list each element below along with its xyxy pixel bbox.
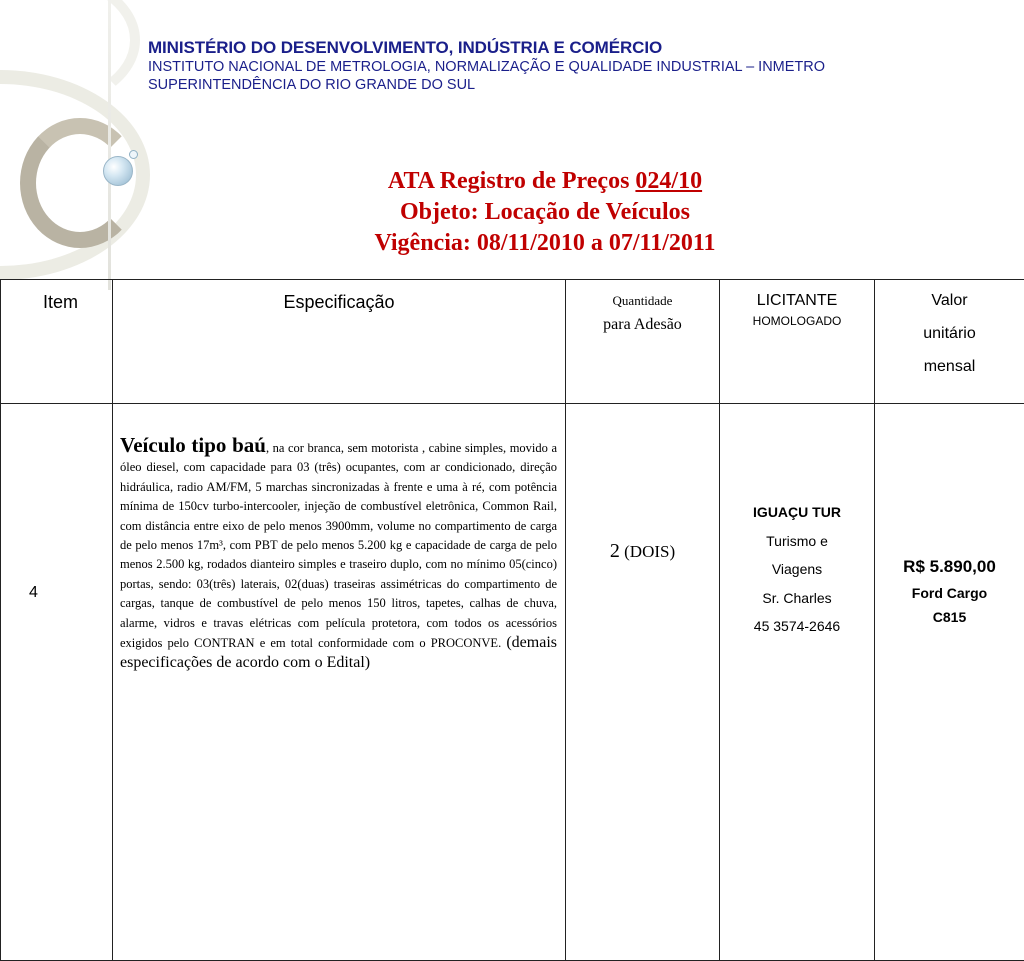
header-value-line2: unitário	[875, 317, 1024, 350]
spec-lead: Veículo tipo baú	[120, 433, 266, 457]
validity-title: Vigência: 08/11/2010 a 07/11/2011	[0, 228, 1024, 259]
header-quantity	[566, 280, 720, 404]
header-quantity-line2: para Adesão	[566, 310, 719, 340]
row-specification	[113, 404, 566, 961]
header-bidder-line1: LICITANTE	[720, 290, 874, 312]
spec-tail: (demais especificações de acordo com o Edital)	[120, 634, 557, 671]
header-quantity-line1: Quantidade	[566, 292, 719, 310]
superintendence-title: SUPERINTENDÊNCIA DO RIO GRANDE DO SUL	[148, 76, 825, 94]
bidder-name: IGUAÇU TUR	[720, 498, 874, 527]
header-value-line1: Valor	[875, 284, 1024, 317]
header-item: Item	[1, 280, 113, 404]
ata-number: 024/10	[635, 168, 702, 194]
institute-title: INSTITUTO NACIONAL DE METROLOGIA, NORMALIZAÇÃO E QUALIDADE INDUSTRIAL – INMETRO	[148, 58, 825, 76]
value-model-line2: C815	[875, 605, 1024, 629]
ata-title	[0, 166, 1024, 197]
header-specification: Especificação	[113, 280, 566, 404]
price-registry-table	[0, 279, 1024, 961]
row-quantity	[566, 404, 720, 961]
bidder-phone: 45 3574-2646	[720, 612, 874, 641]
document-titles	[0, 166, 1024, 259]
object-title: Objeto: Locação de Veículos	[0, 197, 1024, 228]
row-value	[875, 404, 1024, 961]
bidder-line3: Viagens	[720, 555, 874, 584]
ata-prefix: ATA Registro de Preços	[388, 168, 636, 194]
quantity-text: (DOIS)	[620, 542, 675, 561]
table-header-row	[1, 280, 1024, 404]
spec-body: , na cor branca, sem motorista , cabine simples, movido a óleo diesel, com capacidade para 03 (três) ocupantes, com ar condicionado, direção hidráulica, radio AM/FM, 5 marchas sincronizadas à frente e uma à ré, com potência mínima de 150cv turbo-intercooler, injeção de combustível eletrônica, Common Rail, com distância entre eixo de pelo menos 3900mm, volume no compartimento de carga de pelo menos 17m³, com PBT de pelo menos 5.200 kg e capacidade de carga de pelo menos 2.500 kg, rodados dianteiro simples e traseiro duplo, com no mínimo 05(cinco) portas, sendo: 03(três) laterais, 02(duas) traseiras assimétricas do compartimento de cargas, tanque de combustível de pelo menos 150 litros, tapetes, calhas de chuva, alarme, vidros e travas elétricas com película protetora, com todos os acessórios exigidos pelo CONTRAN e em total conformidade com o PROCONVE.	[120, 441, 557, 650]
document-header	[148, 38, 825, 94]
quantity-number: 2	[610, 540, 620, 562]
value-price: R$ 5.890,00	[875, 553, 1024, 581]
ministry-title: MINISTÉRIO DO DESENVOLVIMENTO, INDÚSTRIA E COMÉRCIO	[148, 38, 825, 58]
small-bubble-icon	[129, 150, 138, 159]
bidder-line2: Turismo e	[720, 527, 874, 556]
header-bidder	[720, 280, 875, 404]
header-value-line3: mensal	[875, 350, 1024, 383]
table-row	[1, 404, 1024, 961]
row-item-number: 4	[1, 404, 113, 961]
row-bidder	[720, 404, 875, 961]
header-value	[875, 280, 1024, 404]
value-model-line1: Ford Cargo	[875, 581, 1024, 605]
header-bidder-line2: HOMOLOGADO	[720, 312, 874, 330]
bidder-contact: Sr. Charles	[720, 584, 874, 613]
